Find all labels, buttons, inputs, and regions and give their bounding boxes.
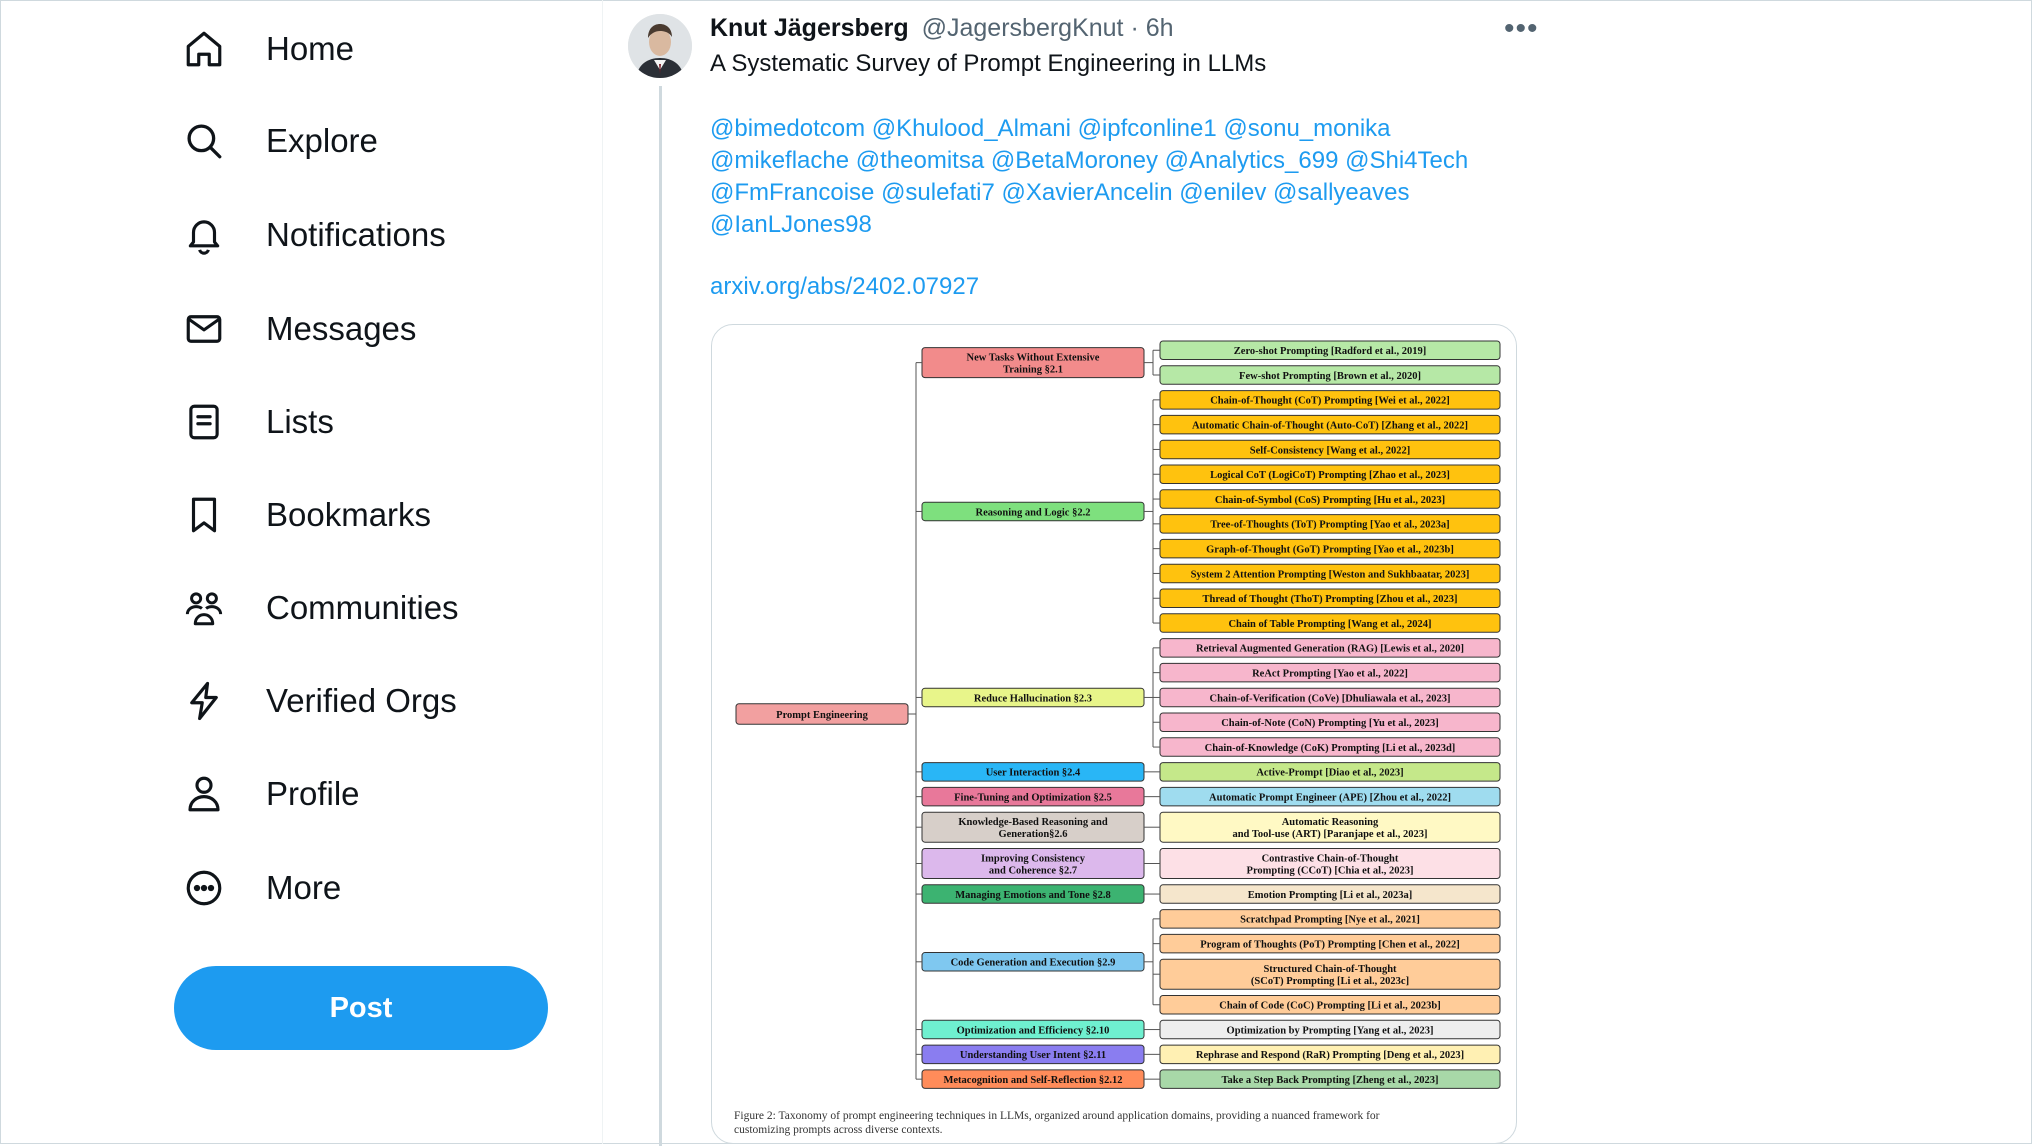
leaf-label: and Tool-use (ART) [Paranjape et al., 2023] [1232, 829, 1428, 840]
figure-caption: customizing prompts across diverse contexts. [734, 1124, 943, 1136]
sidebar-item-verified-orgs[interactable] [176, 663, 457, 739]
sidebar-item-bookmarks[interactable] [176, 477, 431, 553]
leaf-node [1160, 996, 1500, 1015]
leaf-label: Chain-of-Note (CoN) Prompting [Yu et al., 2023] [1221, 718, 1439, 730]
leaf-label: Self-Consistency [Wang et al., 2022] [1249, 445, 1411, 457]
leaf-node [1160, 539, 1500, 558]
sidebar-item-label: Verified Orgs [266, 682, 457, 719]
leaf-node [1160, 614, 1500, 633]
category-node [922, 1045, 1144, 1064]
leaf-node [1160, 663, 1500, 682]
tweet-time[interactable]: · 6h [1130, 14, 1174, 42]
taxonomy-figure [712, 325, 1516, 1143]
category-node [922, 1020, 1144, 1039]
leaf-label: Chain-of-Verification (CoVe) [Dhuliawala et al., 2023] [1209, 693, 1451, 705]
sidebar-item-more[interactable] [176, 850, 341, 926]
mention-link[interactable]: @bimedotcom [710, 115, 866, 142]
category-node [922, 787, 1144, 806]
leaf-node [1160, 440, 1500, 459]
leaf-node [1160, 885, 1500, 904]
envelope-icon [176, 301, 232, 357]
leaf-node [1160, 713, 1500, 732]
leaf-node [1160, 391, 1500, 410]
category-label: Managing Emotions and Tone §2.8 [955, 889, 1111, 901]
person-icon [176, 766, 232, 822]
category-label: Code Generation and Execution §2.9 [950, 957, 1116, 969]
leaf-node [1160, 910, 1500, 929]
mention-link[interactable]: @BetaMoroney [990, 147, 1158, 174]
category-node [922, 688, 1144, 707]
leaf-node [1160, 787, 1500, 806]
mention-link[interactable]: @mikeflache [710, 147, 850, 174]
category-label: New Tasks Without Extensive [966, 352, 1100, 364]
leaf-node [1160, 415, 1500, 434]
sidebar-item-label: More [266, 869, 342, 906]
category-node [922, 885, 1144, 904]
leaf-label: Logical CoT (LogiCoT) Prompting [Zhao et al., 2023] [1210, 470, 1450, 482]
leaf-label: Zero-shot Prompting [Radford et al., 2019] [1233, 346, 1427, 358]
sidebar-item-label: Lists [266, 403, 334, 440]
mention-link[interactable]: @enilev [1179, 179, 1267, 206]
mention-link[interactable]: @XavierAncelin [1001, 179, 1173, 206]
sidebar-item-explore[interactable] [176, 103, 378, 179]
tweet-mentions [710, 113, 1530, 241]
sidebar-item-label: Notifications [266, 216, 446, 253]
more-circle-icon [176, 860, 232, 916]
mention-link[interactable]: @Analytics_699 [1164, 147, 1339, 174]
leaf-label: Chain-of-Symbol (CoS) Prompting [Hu et al., 2023] [1214, 494, 1446, 506]
leaf-label: Program of Thoughts (PoT) Prompting [Chen et al., 2022] [1200, 939, 1460, 951]
leaf-node [1160, 366, 1500, 385]
sidebar-item-label: Communities [266, 589, 459, 626]
leaf-label: Take a Step Back Prompting [Zheng et al., 2023] [1221, 1074, 1439, 1086]
category-node [922, 763, 1144, 782]
more-options-icon[interactable]: ••• [1504, 12, 1539, 45]
leaf-label: System 2 Attention Prompting [Weston and Sukhbaatar, 2023] [1190, 569, 1470, 581]
leaf-node [1160, 934, 1500, 953]
sidebar-item-messages[interactable] [176, 291, 416, 367]
leaf-node [1160, 849, 1500, 879]
leaf-node [1160, 1045, 1500, 1064]
category-node [922, 1070, 1144, 1089]
leaf-label: Chain of Code (CoC) Prompting [Li et al., 2023b] [1219, 1000, 1441, 1012]
leaf-node [1160, 515, 1500, 534]
author-name[interactable]: Knut Jägersberg [710, 14, 909, 42]
leaf-label: Tree-of-Thoughts (ToT) Prompting [Yao et al., 2023a] [1210, 519, 1450, 531]
sidebar-item-lists[interactable] [176, 384, 334, 460]
root-node [736, 704, 908, 725]
sidebar-item-profile[interactable] [176, 756, 360, 832]
leaf-node [1160, 763, 1500, 782]
sidebar-item-communities[interactable] [176, 570, 459, 646]
category-label: Understanding User Intent §2.11 [959, 1050, 1107, 1062]
category-node [922, 953, 1144, 972]
leaf-label: (SCoT) Prompting [Li et al., 2023c] [1250, 976, 1410, 987]
home-icon [176, 21, 232, 77]
category-label: Training §2.1 [1003, 364, 1063, 376]
category-label: Metacognition and Self-Reflection §2.12 [943, 1074, 1123, 1086]
thread-line [659, 86, 662, 1146]
leaf-node [1160, 1070, 1500, 1089]
category-node [922, 812, 1144, 842]
category-label: Generation§2.6 [998, 829, 1068, 840]
sidebar-item-label: Bookmarks [266, 496, 432, 533]
sidebar-item-label: Explore [266, 122, 378, 159]
leaf-label: Active-Prompt [Diao et al., 2023] [1256, 767, 1404, 779]
category-node [922, 502, 1144, 521]
leaf-label: Structured Chain-of-Thought [1263, 964, 1397, 975]
tweet-author [710, 14, 1174, 43]
mention-link[interactable]: @ipfconline1 [1077, 115, 1217, 142]
mention-link[interactable]: @sallyeaves [1273, 179, 1410, 206]
leaf-label: Automatic Chain-of-Thought (Auto-CoT) [Zhang et al., 2022] [1192, 420, 1468, 432]
leaf-node [1160, 341, 1500, 360]
category-label: Knowledge-Based Reasoning and [958, 817, 1108, 828]
leaf-node [1160, 639, 1500, 658]
leaf-label: ReAct Prompting [Yao et al., 2022] [1252, 668, 1408, 680]
search-icon [176, 113, 232, 169]
post-button[interactable]: Post [174, 966, 548, 1050]
leaf-node [1160, 688, 1500, 707]
tweet-text: A Systematic Survey of Prompt Engineering in LLMs [710, 50, 1267, 77]
list-icon [176, 394, 232, 450]
sidebar-nav [0, 0, 603, 1144]
bell-icon [176, 207, 232, 263]
category-node [922, 348, 1144, 378]
sidebar-item-label: Profile [266, 775, 360, 812]
leaf-label: Scratchpad Prompting [Nye et al., 2021] [1240, 914, 1420, 926]
sidebar-item-label: Messages [266, 310, 417, 347]
leaf-node [1160, 490, 1500, 509]
avatar-photo-icon [628, 14, 692, 78]
leaf-label: Automatic Reasoning [1281, 817, 1379, 828]
leaf-node [1160, 1020, 1500, 1039]
bookmark-icon [176, 487, 232, 543]
category-label: and Coherence §2.7 [988, 865, 1078, 877]
figure-caption: Figure 2: Taxonomy of prompt engineering techniques in LLMs, organized around application domains, providing a nuanced framework for [734, 1110, 1380, 1122]
sidebar-item-label: Home [266, 30, 355, 67]
leaf-label: Rephrase and Respond (RaR) Prompting [Deng et al., 2023] [1195, 1050, 1465, 1062]
leaf-label: Emotion Prompting [Li et al., 2023a] [1247, 889, 1413, 901]
mention-link[interactable]: @FmFrancoise [710, 179, 875, 206]
mention-link[interactable]: @Khulood_Almani [871, 115, 1071, 142]
category-label: Optimization and Efficiency §2.10 [956, 1025, 1110, 1037]
category-label: Fine-Tuning and Optimization §2.5 [954, 792, 1112, 804]
category-label: Reasoning and Logic §2.2 [975, 507, 1091, 519]
category-label: Improving Consistency [981, 853, 1085, 865]
mention-link[interactable]: @sulefati7 [881, 179, 995, 206]
leaf-node [1160, 564, 1500, 583]
leaf-label: Chain-of-Knowledge (CoK) Prompting [Li et al., 2023d] [1204, 742, 1456, 754]
leaf-node [1160, 738, 1500, 757]
avatar[interactable] [628, 14, 692, 78]
root-label: Prompt Engineering [776, 709, 868, 721]
category-label: Reduce Hallucination §2.3 [973, 693, 1093, 705]
mention-link[interactable]: @IanLJones98 [710, 211, 872, 238]
sidebar-item-notifications[interactable] [176, 197, 446, 273]
leaf-label: Few-shot Prompting [Brown et al., 2020] [1239, 370, 1421, 382]
leaf-label: Optimization by Prompting [Yang et al., 2023] [1226, 1025, 1434, 1037]
people-icon [176, 580, 232, 636]
sidebar-item-home[interactable] [176, 11, 354, 87]
leaf-label: Thread of Thought (ThoT) Prompting [Zhou et al., 2023] [1202, 594, 1458, 606]
leaf-node [1160, 959, 1500, 989]
mention-link[interactable]: @sonu_monika [1223, 115, 1391, 142]
leaf-label: Graph-of-Thought (GoT) Prompting [Yao et al., 2023b] [1206, 544, 1454, 556]
category-node [922, 849, 1144, 879]
mention-link[interactable]: @Shi4Tech [1345, 147, 1469, 174]
leaf-label: Contrastive Chain-of-Thought [1261, 853, 1399, 865]
mention-link[interactable]: @theomitsa [855, 147, 985, 174]
leaf-node [1160, 465, 1500, 484]
leaf-node [1160, 589, 1500, 608]
leaf-label: Retrieval Augmented Generation (RAG) [Lewis et al., 2020] [1196, 643, 1464, 655]
tweet-link[interactable]: arxiv.org/abs/2402.07927 [710, 273, 980, 300]
tweet-media-image[interactable] [711, 324, 1517, 1144]
author-handle[interactable]: @JagersbergKnut [921, 14, 1124, 42]
lightning-icon [176, 673, 232, 729]
leaf-label: Prompting (CCoT) [Chia et al., 2023] [1246, 865, 1414, 877]
leaf-label: Chain of Table Prompting [Wang et al., 2024] [1228, 618, 1432, 630]
leaf-label: Automatic Prompt Engineer (APE) [Zhou et al., 2022] [1209, 792, 1451, 804]
leaf-label: Chain-of-Thought (CoT) Prompting [Wei et al., 2022] [1210, 395, 1450, 407]
leaf-node [1160, 812, 1500, 842]
category-label: User Interaction §2.4 [985, 767, 1081, 779]
